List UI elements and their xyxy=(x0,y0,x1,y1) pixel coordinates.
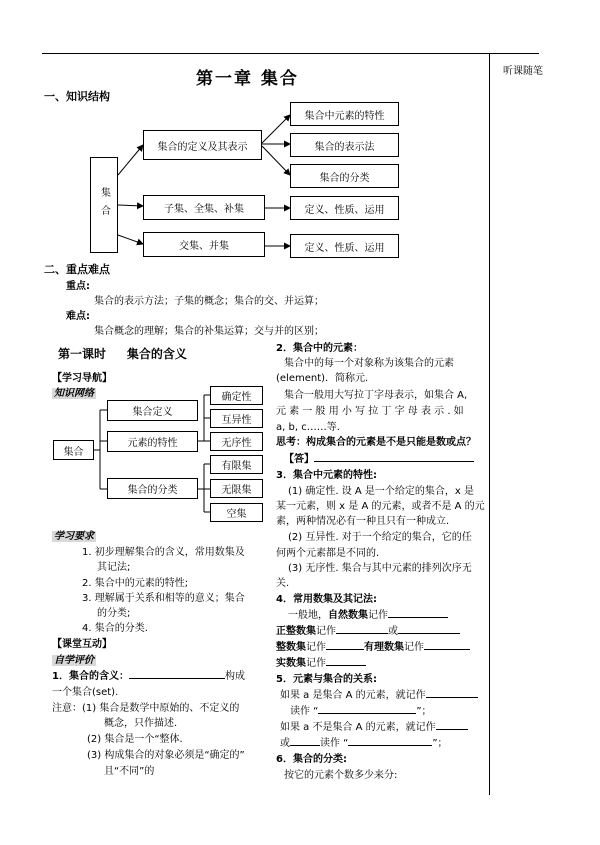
sidebar-label: 听课随笔 xyxy=(503,66,543,77)
key-text: 集合的表示方法；子集的概念；集合的交、并运算； xyxy=(94,296,324,307)
section1-heading: 一、知识结构 xyxy=(44,90,110,103)
q2-title: 2．集合中的元素： xyxy=(276,343,363,354)
study-guide-heading: 【学习导航】 xyxy=(52,373,112,384)
posint-blank-2[interactable] xyxy=(398,623,460,634)
q5-l1-text: 如果 a 是集合 A 的元素，就记作 xyxy=(280,690,426,701)
requirement-4: 4. 集合的分类. xyxy=(82,623,148,634)
belongs-read-blank[interactable] xyxy=(318,703,416,714)
requirement-3: 3. 理解属于关系和相等的意义；集合 xyxy=(82,593,245,604)
lesson-title: 第一课时 集合的含义 xyxy=(58,347,187,361)
q1-label: 1．集合的含义： xyxy=(52,671,129,682)
child-intersection-def: 定义、性质、运用 xyxy=(290,234,399,258)
notbelongs-read-blank[interactable] xyxy=(348,735,432,746)
class-interaction-heading: 【课堂互动】 xyxy=(52,639,112,650)
notbelongs-blank-1[interactable] xyxy=(436,719,468,730)
notbelongs-blank-2[interactable] xyxy=(290,735,320,746)
q5-l3-text: 如果 a 不是集合 A 的元素，就记作 xyxy=(280,722,436,733)
requirement-1: 1. 初步理解集合的含义，常用数集及 xyxy=(82,547,245,558)
q5-l2-close: ”； xyxy=(416,706,432,717)
diagram-root-label: 集合 xyxy=(98,187,110,223)
q2-line2: (element)．简称元. xyxy=(276,373,369,384)
q3-line2: 某一元素，则 x 是 A 的元素，或者不是 A 的元 xyxy=(276,501,485,512)
note-3: (3) 构成集合的对象必须是“确定的” xyxy=(87,750,245,761)
q5-line3 xyxy=(280,718,468,733)
answer-blank[interactable] xyxy=(314,451,474,462)
requirement-1b: 其记法; xyxy=(97,562,131,573)
branch-intersection: 交集、并集 xyxy=(143,232,265,257)
q4-l1-prefix: 一般地， xyxy=(288,610,328,621)
q4-line3 xyxy=(276,638,470,653)
child-subset-def: 定义、性质、运用 xyxy=(290,196,399,220)
section2-heading: 二、重点难点 xyxy=(44,263,110,276)
child-representation: 集合的表示法 xyxy=(290,133,399,157)
q4-int-label: 整数集 xyxy=(276,642,306,653)
q5-line2 xyxy=(290,702,432,717)
q4-posint-label: 正整数集 xyxy=(276,626,316,637)
network-root: 集合 xyxy=(53,440,94,460)
q4-line1 xyxy=(288,606,448,621)
q3-line6: (3) 无序性. 集合与其中元素的排列次序无 xyxy=(288,563,472,574)
q4-real-label: 实数集 xyxy=(276,658,306,669)
q4-rational-label: 有理数集 xyxy=(364,642,404,653)
q4-l3-notation: 记作 xyxy=(306,642,326,653)
self-eval-heading xyxy=(52,651,96,666)
requirements-heading xyxy=(52,527,96,542)
posint-blank-1[interactable] xyxy=(336,623,388,634)
rational-blank[interactable] xyxy=(424,639,470,650)
requirement-3b: 的分类; xyxy=(97,608,131,619)
branch-subset: 子集、全集、补集 xyxy=(143,195,265,220)
network-element-property: 元素的特性 xyxy=(107,431,198,452)
note-1b: 概念，只作描述. xyxy=(104,718,178,729)
q5-line1 xyxy=(280,686,478,701)
network-definition: 集合定义 xyxy=(107,400,198,421)
answer-label: 【答】 xyxy=(284,454,314,465)
note-2: (2) 集合是一个“整体. xyxy=(87,734,183,745)
q4-l1-notation: 记作 xyxy=(368,610,388,621)
q1-line2: 一个集合(set). xyxy=(52,687,119,698)
network-unorderedness: 无序性 xyxy=(210,432,263,451)
think-question: 思考：构成集合的元素是不是只能是数或点？ xyxy=(276,437,476,448)
q2-line5: a, b, c……等. xyxy=(276,422,340,433)
q5-l4-readas: 读作 “ xyxy=(320,738,349,749)
q5-l2-readas: 读作 “ xyxy=(290,706,319,717)
q3-title: 3．集合中元素的特性: xyxy=(276,470,377,481)
requirements-label: 学习要求 xyxy=(54,531,94,542)
network-empty: 空集 xyxy=(210,503,263,522)
q5-title: 5．元素与集合的关系: xyxy=(276,674,377,685)
q1-blank[interactable] xyxy=(129,668,225,679)
q6-title: 6．集合的分类: xyxy=(276,754,347,765)
q4-title: 4．常用数集及其记法: xyxy=(276,594,377,605)
int-blank[interactable] xyxy=(326,639,364,650)
child-element-property: 集合中元素的特性 xyxy=(290,102,399,126)
q4-natural-label: 自然数集 xyxy=(328,610,368,621)
knowledge-network-heading xyxy=(52,384,96,399)
key-label: 重点: xyxy=(66,281,90,292)
q4-l2-notation: 记作 xyxy=(316,626,336,637)
q4-l4-notation: 记作 xyxy=(306,658,326,669)
q3-line1: (1) 确定性. 设 A 是一个给定的集合，x 是 xyxy=(288,486,474,497)
difficulty-label: 难点: xyxy=(66,311,90,322)
child-classification: 集合的分类 xyxy=(290,164,399,188)
network-distinctness: 互异性 xyxy=(210,409,263,428)
note-3b: 且“不同”的 xyxy=(104,766,155,777)
q5-l4-close: ”； xyxy=(432,738,448,749)
real-blank[interactable] xyxy=(326,655,366,666)
q4-l3-notation2: 记作 xyxy=(404,642,424,653)
q3-line4: (2) 互异性. 对于一个给定的集合，它的任 xyxy=(288,532,472,543)
branch-definition: 集合的定义及其表示 xyxy=(143,130,262,160)
requirement-2: 2. 集合中的元素的特性; xyxy=(82,578,189,589)
q1-suffix: 构成 xyxy=(224,671,245,682)
knowledge-network-label: 知识网络 xyxy=(54,388,94,399)
self-eval-label: 自学评价 xyxy=(54,655,94,666)
q4-l2-or: 或 xyxy=(388,626,398,637)
network-determinacy: 确定性 xyxy=(210,386,263,405)
natural-blank[interactable] xyxy=(388,607,448,618)
page-title: 第一章 集合 xyxy=(196,69,299,89)
q4-line4 xyxy=(276,654,366,669)
q3-line7: 关. xyxy=(276,578,290,589)
q2-line3: 集合一般用大写拉丁字母表示，如集合 A, xyxy=(284,390,468,401)
belongs-blank[interactable] xyxy=(426,687,478,698)
q1-line xyxy=(52,667,245,682)
q4-line2 xyxy=(276,622,460,637)
q5-l4-or: 或 xyxy=(280,738,290,749)
diagram-root xyxy=(90,157,118,253)
q5-line4 xyxy=(280,734,448,749)
network-finite: 有限集 xyxy=(210,455,263,474)
q3-line3: 素，两种情况必有一种且只有一种成立. xyxy=(276,516,450,527)
network-classification: 集合的分类 xyxy=(107,478,198,499)
q2-line1: 集合中的每一个对象称为该集合的元素 xyxy=(284,358,454,369)
q3-line5: 何两个元素都是不同的. xyxy=(276,548,380,559)
answer-line xyxy=(284,450,474,465)
q6-line1: 按它的元素个数多少来分: xyxy=(284,770,398,781)
q2-line4: 元 素 一 般 用 小 写 拉 丁 字 母 表 示 . 如 xyxy=(276,406,464,417)
note-1: 注意：(1) 集合是数学中原始的、不定义的 xyxy=(52,703,240,714)
network-infinite: 无限集 xyxy=(210,479,263,498)
difficulty-text: 集合概念的理解；集合的补集运算；交与并的区别； xyxy=(94,326,324,337)
